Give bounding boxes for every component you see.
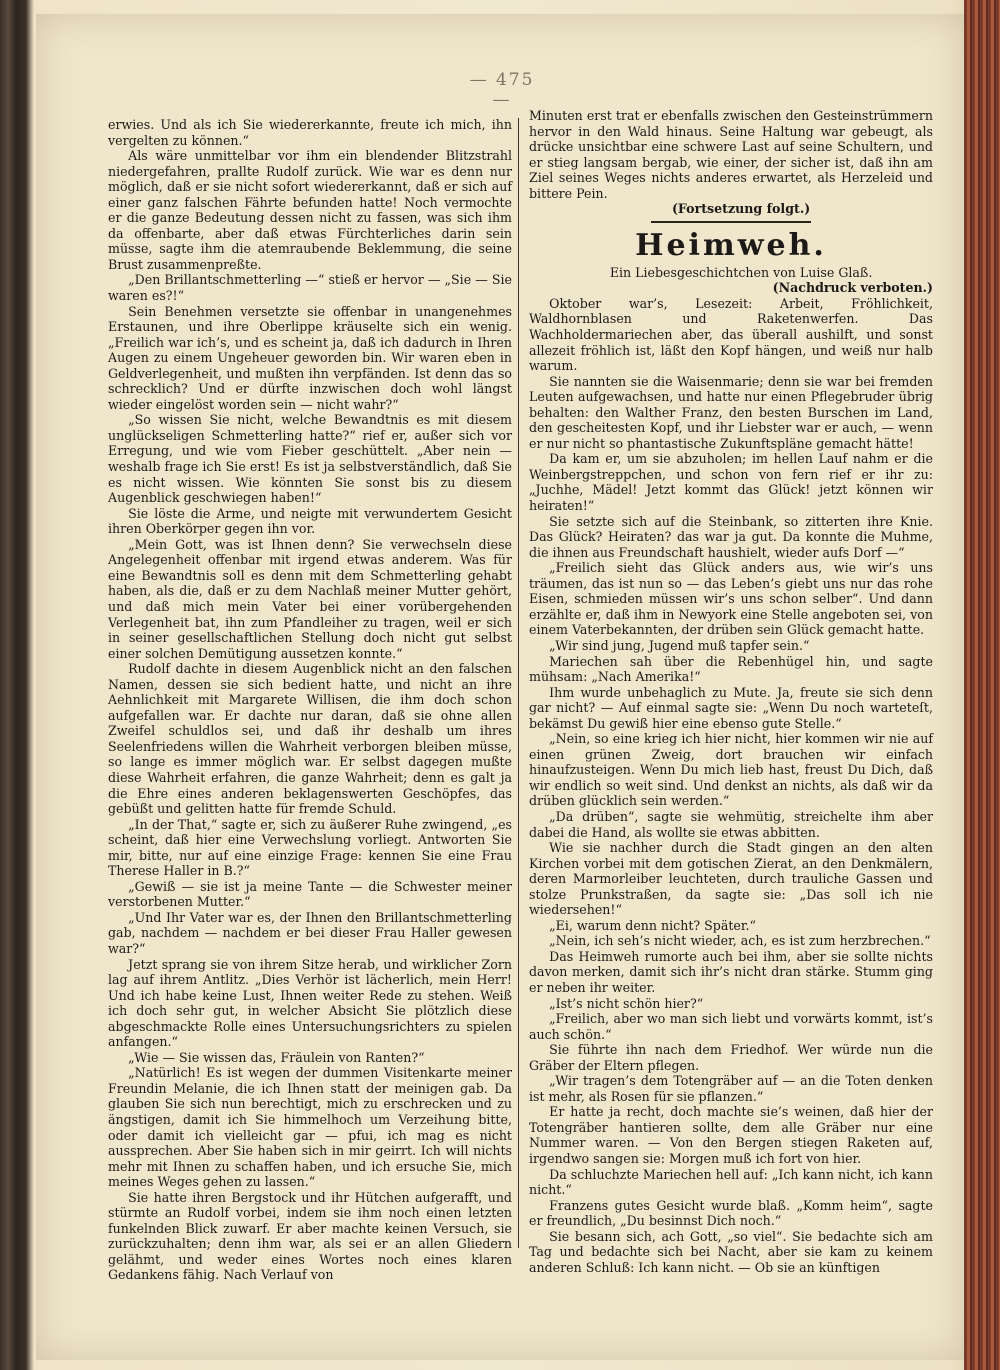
separator-line <box>651 221 811 223</box>
reprint-note: (Nachdruck verboten.) <box>772 280 933 296</box>
column-rule <box>518 118 519 1248</box>
paragraph: Franzens gutes Gesicht wurde blaß. „Komm heim“, sagte er freundlich, „Du besinnst Dich noch.“ <box>529 1197 933 1229</box>
continued-note: (Fortsetzung folgt.) <box>671 201 811 217</box>
paragraph: Mariechen sah über die Rebenhügel hin, und sagte mühsam: „Nach Amerika!“ <box>529 653 933 685</box>
paragraph: „Wir sind jung, Jugend muß tapfer sein.“ <box>549 637 810 653</box>
book-edge <box>964 0 1000 1370</box>
paragraph: „Ei, warum denn nicht? Später.“ <box>549 917 756 933</box>
paragraph: Wie sie nachher durch die Stadt gingen an den alten Kirchen vorbei mit dem gotischen Zierat, an den Denkmälern, deren Marmorleiber leuchteten, durch trauliche Gassen und stolze Prunkstraßen, da sagte sie: „Das soll ich nie wiedersehen!“ <box>529 840 933 918</box>
paragraph: „Natürlich! Es ist wegen der dummen Visitenkarte meiner Freundin Melanie, die ich Ihnen statt der meinigen gab. Da glauben Sie sich nun berechtigt, mich zu erschrecken und zu ängstigen, damit ich Sie himmelhoch um Verzeihung bitte, oder damit ich vielleicht gar — pfui, ich mag es nicht aussprechen. Aber Sie haben sich in mir geirrt. Ich will nichts mehr mit Ihnen zu schaffen haben, und ich ersuche Sie, mich meines Weges gehen zu lassen.“ <box>108 1065 512 1190</box>
paragraph: Als wäre unmittelbar vor ihm ein blendender Blitzstrahl niedergefahren, prallte Rudolf zurück. Wie war es denn nur möglich, daß er sie nicht sofort wiedererkannt, daß er sich auf einer ganz falschen Fährte befunden hatte! Noch vermochte er die ganze Bedeutung dessen nicht zu fassen, was sich ihm da offenbarte, aber daß etwas Fürchterliches darin sein müsse, sagte ihm die atemraubende Beklemmung, die seine Brust zusammenpreßte. <box>108 148 512 272</box>
paragraph: Ihm wurde unbehaglich zu Mute. Ja, freute sie sich denn gar nicht? — Auf einmal sagte sie: „Wenn Du noch warteteſt, bekämst Du gewiß hier eine ebenso gute Stelle.“ <box>529 684 933 731</box>
paragraph: „Nein, so eine krieg ich hier nicht, hier kommen wir nie auf einen grünen Zweig, dort brauchen wir einfach hinaufzusteigen. Wenn Du mich lieb hast, freust Du Dich, daß wir endlich so weit sind. Und denkst an nichts, als daß wir da drüben glücklich sein werden.“ <box>529 731 933 809</box>
paragraph: „Und Ihr Vater war es, der Ihnen den Brillantschmetterling gab, nachdem — nachdem er bei dieser Frau Haller gewesen war?“ <box>108 909 512 956</box>
paragraph: Sie nannten sie die Waisenmarie; denn sie war bei fremden Leuten aufgewachsen, und hatte nur einen Pflegebruder übrig behalten: den Walther Franz, den besten Burschen im Land, den gescheitesten Kopf, und ihr Liebster war er auch, — wenn er nur nicht so phantastische Zukunftspläne gemacht hätte! <box>529 373 933 451</box>
paragraph: Da kam er, um sie abzuholen; im hellen Lauf nahm er die Weinbergstreppchen, und schon von fern rief er ihr zu: „Juchhe, Mädel! Jetzt kommt das Glück! jetzt können wir heiraten!“ <box>529 451 933 514</box>
paragraph: „Nein, ich seh’s nicht wieder, ach, es ist zum herzbrechen.“ <box>549 933 931 949</box>
paragraph: „So wissen Sie nicht, welche Bewandtnis es mit diesem unglückseligen Schmetterling hatte?“ rief er, außer sich vor Erregung, und wie vom Fieber geschüttelt. „Aber nein — weshalb frage ich Sie erst! Es ist ja selbstverständlich, daß Sie es nicht wissen. Wie könnten Sie sonst bis zu diesem Augenblick geschwiegen haben!“ <box>108 412 512 506</box>
paragraph: „Den Brillantschmetterling —“ stieß er hervor — „Sie — Sie waren es?!“ <box>108 272 512 304</box>
paragraph: „Ist’s nicht schön hier?“ <box>549 995 704 1011</box>
paragraph: Sie löste die Arme, und neigte mit verwundertem Gesicht ihren Oberkörper gegen ihn vor. <box>108 505 512 537</box>
paragraph: Sie besann sich, ach Gott, „so viel“. Sie bedachte sich am Tag und bedachte sich bei Nacht, aber sie kam zu keinem anderen Schluß: Ich kann nicht. — Ob sie an künftigen <box>529 1228 933 1275</box>
paragraph: „In der That,“ sagte er, sich zu äußerer Ruhe zwingend, „es scheint, daß hier eine Verwechslung vorliegt. Antworten Sie mir, bitte, nur auf eine einzige Frage: kennen Sie eine Frau Therese Haller in B.?“ <box>108 816 512 879</box>
paragraph: „Gewiß — sie ist ja meine Tante — die Schwester meiner verstorbenen Mutter.“ <box>108 878 512 910</box>
paragraph: Das Heimweh rumorte auch bei ihm, aber sie sollte nichts davon merken, damit sich ihr’s nicht dran stärke. Stumm ging er neben ihr weiter. <box>529 948 933 995</box>
paragraph: „Wie — Sie wissen das, Fräulein von Ranten?“ <box>128 1049 425 1065</box>
paragraph: „Mein Gott, was ist Ihnen denn? Sie verwechseln diese Angelegenheit offenbar mit irgend etwas anderem. Was für eine Bewandtnis soll es denn mit dem Schmetterling gehabt haben, als die, daß er zu dem Nachlaß meiner Mutter gehört, und daß mich mein Vater bei einer vorübergehenden Verlegenheit bat, ihn zum Pfandleiher zu tragen, weil er sich in seiner gesellschaftlichen Stellung doch nicht gut selbst einer solchen Demütigung aussetzen konnte.“ <box>108 536 512 661</box>
page-number: — 475 — <box>469 70 535 110</box>
paragraph: Minuten erst trat er ebenfalls zwischen den Gesteinstrümmern hervor in den Wald hinaus. Seine Haltung war gebeugt, als drücke unsichtbar eine schwere Last auf seine Schultern, und er stieg langsam bergab, wie einer, der sicher ist, daß ihn am Ziel seines Weges nichts anderes erwartet, als Herzeleid und bittere Pein. <box>529 108 933 201</box>
paragraph: „Da drüben“, sagte sie wehmütig, streichelte ihm aber dabei die Hand, als wollte sie etwas abbitten. <box>529 808 933 840</box>
paragraph: Sie hatte ihren Bergstock und ihr Hütchen aufgerafft, und stürmte an Rudolf vorbei, indem sie ihm noch einen letzten funkelnden Blick zuwarf. Er aber machte keinen Versuch, sie zurückzuhalten; denn ihm war, als sei er an allen Gliedern gelähmt, und weder eines Wortes noch eines klaren Gedankens fähig. Nach Verlauf von <box>108 1189 512 1283</box>
paragraph: Jetzt sprang sie von ihrem Sitze herab, und wirklicher Zorn lag auf ihrem Antlitz. „Dies Verhör ist lächerlich, mein Herr! Und ich habe keine Lust, Ihnen weiter Rede zu stehen. Weiß ich doch sehr gut, in welcher Absicht Sie plötzlich diese abgeschmackte Rolle eines Untersuchungsrichters zu spielen anfangen.“ <box>108 956 512 1050</box>
paragraph: Sein Benehmen versetzte sie offenbar in unangenehmes Erstaunen, und ihre Oberlippe kräuselte sich ein wenig. „Freilich war ich’s, und es scheint ja, daß ich dadurch in Ihren Augen zu einem Ungeheuer geworden bin. Wir waren eben in Geldverlegenheit, und mußten ihn verpfänden. Ist denn das so schrecklich? Und er dürfte inzwischen doch wohl längst wieder eingelöst worden sein — nicht wahr?“ <box>108 303 512 412</box>
paragraph: Rudolf dachte in diesem Augenblick nicht an den falschen Namen, dessen sie sich bedient hatte, und nicht an ihre Aehnlichkeit mit Margarete Willisen, die ihm doch schon aufgefallen war. Er dachte nur daran, daß sie ohne allen Zweifel schuldlos sei, und daß ihr deshalb um ihres Seelenfriedens willen die Wahrheit verborgen bleiben müsse, so lange es immer möglich war. Er selbst dagegen mußte diese Wahrheit erfahren, die ganze Wahrheit; denn es galt ja die Ehre eines anderen beklagenswerten Geschöpfes, das gebüßt und gelitten hatte für fremde Schuld. <box>108 661 512 817</box>
paragraph: erwies. Und als ich Sie wiedererkannte, freute ich mich, ihn vergelten zu können.“ <box>108 117 512 148</box>
paragraph: „Freilich sieht das Glück anders aus, wie wir’s uns träumen, das ist nun so — das Leben’s giebt uns nur das rohe Eisen, schmieden müssen wir’s uns schon selber“. Und dann erzählte er, daß ihm in Newyork eine Stelle angeboten sei, von einem Vaterbekannten, der drüben sein Glück gemacht hatte. <box>529 560 933 638</box>
right-column <box>529 108 933 1275</box>
byline: Ein Liebesgeschichtchen von Luise Glaß. <box>609 264 873 280</box>
paragraph: Oktober war’s, Lesezeit: Arbeit, Fröhlichkeit, Waldhornblasen und Raketenwerfen. Das Wachholdermariechen aber, das überall aushilft, und sonst allezeit fröhlich ist, läßt den Kopf hängen, und weiß nur halb warum. <box>529 295 933 374</box>
paragraph: Er hatte ja recht, doch machte sie’s weinen, daß hier der Totengräber hantieren sollte, dem alle Gräber nur eine Nummer waren. — Von den Bergen stiegen Raketen auf, irgendwo sangen sie: Morgen muß ich fort von hier. <box>529 1104 933 1166</box>
paragraph: Sie führte ihn nach dem Friedhof. Wer würde nun die Gräber der Eltern pflegen. <box>529 1042 933 1073</box>
paragraph: Sie setzte sich auf die Steinbank, so zitterten ihre Knie. Das Glück? Heiraten? das war ja gut. Da konnte die Muhme, die ihnen aus Freundschaft haushielt, wieder aufs Dorf —“ <box>529 513 933 560</box>
left-column <box>108 117 512 1283</box>
paragraph: „Wir tragen’s dem Totengräber auf — an die Toten denken ist mehr, als Rosen für sie pflanzen.“ <box>529 1073 933 1104</box>
paragraph: „Freilich, aber wo man sich liebt und vorwärts kommt, ist’s auch schön.“ <box>529 1011 933 1042</box>
story-title: Heimweh. <box>635 227 827 263</box>
paragraph: Da schluchzte Mariechen hell auf: „Ich kann nicht, ich kann nicht.“ <box>529 1166 933 1198</box>
